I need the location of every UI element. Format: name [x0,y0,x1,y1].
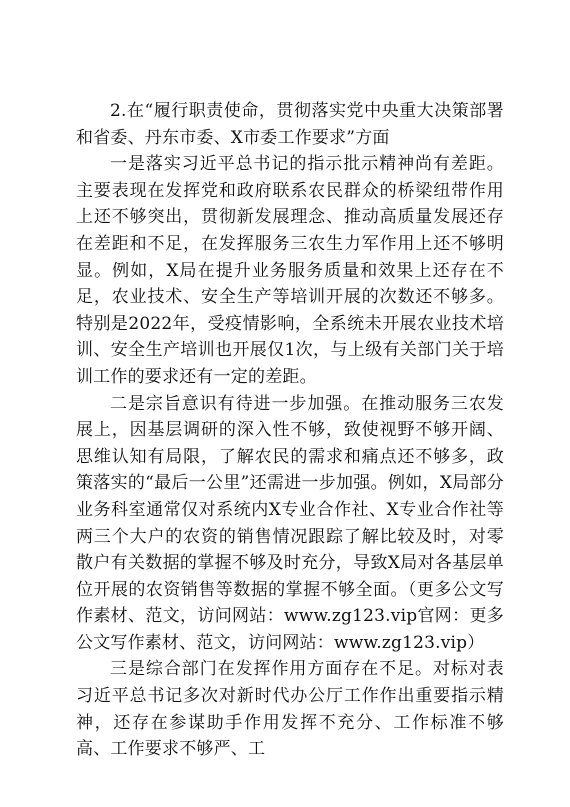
paragraph-three: 三是综合部门在发挥作用方面存在不足。对标对表习近平总书记多次对新时代办公厅工作作出重要指示精神，还存在参谋助手作用发挥不充分、工作标准不够高、工作要求不够严、工 [76,659,504,760]
document-body [76,98,504,763]
paragraph-two: 二是宗旨意识有待进一步加强。在推动服务三农发展上，因基层调研的深入性不够，致使视野不够开阔、思维认知有局限，了解农民的需求和痛点还不够多，政策落实的“最后一公里”还需进一步加强。例如，X局部分业务科室通常仅对系统内X专业合作社、X专业合作社等两三个大户的农资的销售情况跟踪了解比较及时，对零散户有关数据的掌握不够及时充分，导致X局对各基层单位开展的农资销售等数据的掌握不够全面。（更多公文写作素材、范文，访问网站：www.zg123.vip官网：更多公文写作素材、范文，访问网站：www.zg123.vip） [76,393,504,653]
section-heading: 2.在“履行职责使命，贯彻落实党中央重大决策部署和省委、丹东市委、X市委工作要求”方面 [76,101,504,148]
paragraph-one: 一是落实习近平总书记的指示批示精神尚有差距。主要表现在发挥党和政府联系农民群众的桥梁纽带作用上还不够突出，贯彻新发展理念、推动高质量发展还存在差距和不足，在发挥服务三农生力军作用上还不够明显。例如，X局在提升业务服务质量和效果上还存在不足，农业技术、安全生产等培训开展的次数还不够多。特别是2022年，受疫情影响，全系统未开展农业技术培训、安全生产培训也开展仅1次，与上级有关部门关于培训工作的要求还有一定的差距。 [76,154,504,387]
